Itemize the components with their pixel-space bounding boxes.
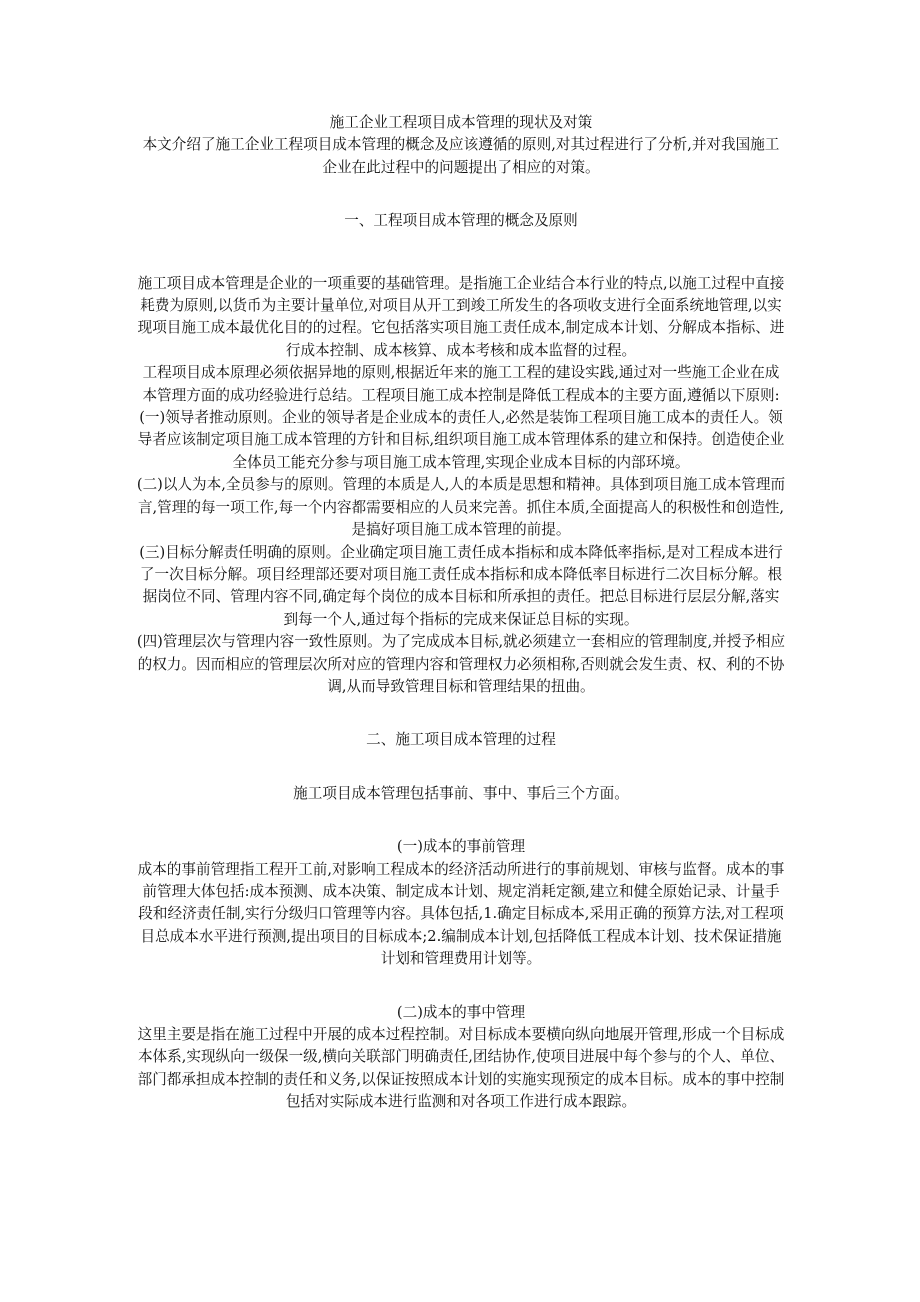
paragraph: (三)目标分解责任明确的原则。企业确定项目施工责任成本指标和成本降低率指标,是对工程成本进行了一次目标分解。项目经理部还要对项目施工责任成本指标和成本降低率目标进行二次目标分解。根据岗位不同、管理内容不同,确定每个岗位的成本目标和所承担的责任。把总目标进行层层分解,落实到每一个人,通过每个指标的完成来保证总目标的实现。	[139, 543, 783, 628]
paragraph: (一)领导者推动原则。企业的领导者是企业成本的责任人,必然是装饰工程项目施工成本的责任人。领导者应该制定项目施工成本管理的方针和目标,组织项目施工成本管理体系的建立和保持。创造使企业全体员工能充分参与项目施工成本管理,实现企业成本目标的内部环境。	[137, 409, 785, 471]
spacer	[136, 179, 786, 210]
document-abstract: 本文介绍了施工企业工程项目成本管理的概念及应该遵循的原则,对其过程进行了分析,并对我国施工企业在此过程中的问题提出了相应的对策。	[142, 136, 780, 176]
spacer	[136, 752, 786, 783]
document-title: 施工企业工程项目成本管理的现状及对策	[329, 114, 593, 131]
paragraph: 工程项目成本原理必须依据异地的原则,根据近年来的施工工程的建设实践,通过对一些施工企业在成本管理方面的成功经验进行总结。工程项目施工成本控制是降低工程成本的主要方面,遵循以下原则:	[142, 364, 780, 404]
spacer	[136, 698, 786, 729]
paragraph: (四)管理层次与管理内容一致性原则。为了完成成本目标,就必须建立一套相应的管理制度,并授予相应的权力。因而相应的管理层次所对应的管理内容和管理权力必须相称,否则就会发生责、权、利的不协调,从而导致管理目标和管理结果的扭曲。	[136, 633, 786, 695]
subsection-heading: (一)成本的事前管理	[396, 838, 526, 856]
paragraph: 施工项目成本管理是企业的一项重要的基础管理。是指施工企业结合本行业的特点,以施工过程中直接耗费为原则,以货币为主要计量单位,对项目从开工到竣工所发生的各项收支进行全面系统地管理,以实现项目施工成本最优化目的的过程。它包括落实项目施工责任成本,制定成本计划、分解成本指标、进行成本控制、成本核算、成本考核和成本监督的过程。	[137, 274, 785, 359]
spacer	[136, 805, 786, 836]
section-heading: 一、工程项目成本管理的概念及原则	[344, 212, 578, 230]
section-intro: 施工项目成本管理包括事前、事中、事后三个方面。	[293, 784, 629, 802]
subsection-heading: (二)成本的事中管理	[396, 1003, 526, 1021]
paragraph: 这里主要是指在施工过程中开展的成本过程控制。对目标成本要横向纵向地展开管理,形成一个目标成本体系,实现纵向一级保一级,横向关联部门明确责任,团结协作,使项目进展中每个参与的个人、单位、部门都承担成本控制的责任和义务,以保证按照成本计划的实施实现预定的成本目标。成本的事中控制包括对实际成本进行监测和对各项工作进行成本跟踪。	[137, 1026, 785, 1111]
section-heading: 二、施工项目成本管理的过程	[366, 731, 556, 749]
spacer	[136, 971, 786, 1002]
paragraph: (二)以人为本,全员参与的原则。管理的本质是人,人的本质是思想和精神。具体到项目施工成本管理而言,管理的每一项工作,每一个内容都需要相应的人员来完善。抓住本质,全面提高人的积极性和创造性,是搞好项目施工成本管理的前提。	[136, 476, 786, 539]
paragraph: 成本的事前管理指工程开工前,对影响工程成本的经济活动所进行的事前规划、审核与监督。成本的事前管理大体包括:成本预测、成本决策、制定成本计划、规定消耗定额,建立和健全原始记录、计量手段和经济责任制,实行分级归口管理等内容。具体包括,1.确定目标成本,采用正确的预算方法,对工程项目总成本水平进行预测,提出项目的目标成本;2.编制成本计划,包括降低工程成本计划、技术保证措施计划和管理费用计划等。	[137, 860, 785, 968]
document-page	[136, 112, 786, 1114]
spacer	[136, 233, 786, 273]
